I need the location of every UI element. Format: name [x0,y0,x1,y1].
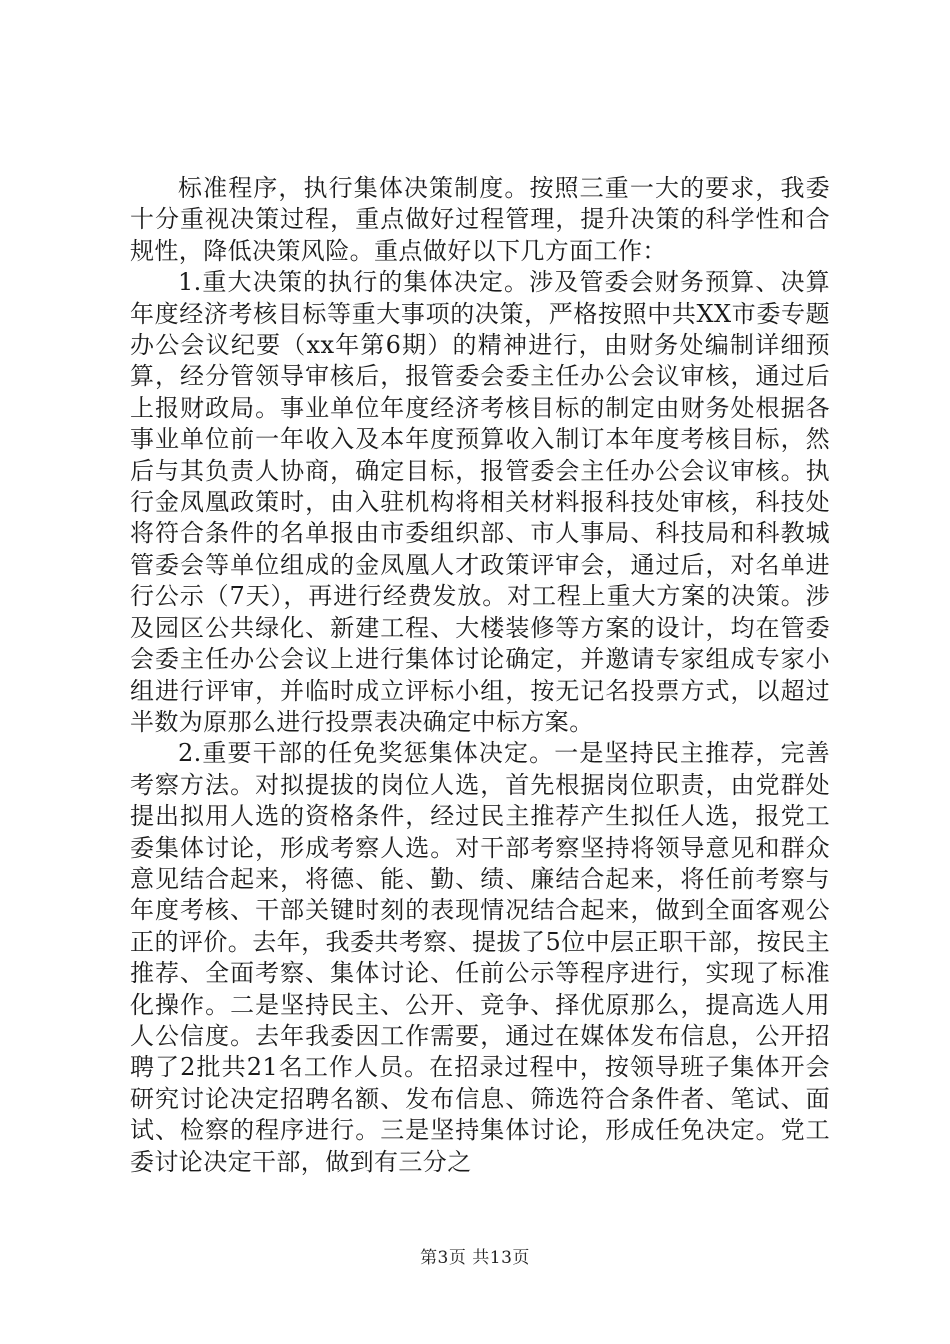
paragraph-intro: 标准程序，执行集体决策制度。按照三重一大的要求，我委十分重视决策过程，重点做好过程管理，提升决策的科学性和合规性，降低决策风险。重点做好以下几方面工作： [130,174,830,265]
page-number-footer: 第3页 共13页 [420,1248,530,1268]
document-body [130,173,830,1178]
paragraph-major-decisions: 1.重大决策的执行的集体决定。涉及管委会财务预算、决算年度经济考核目标等重大事项的决策，严格按照中共XX市委专题办公会议纪要（xx年第6期）的精神进行，由财务处编制详细预算，经分管领导审核后，报管委会委主任办公会议审核，通过后上报财政局。事业单位年度经济考核目标的制定由财务处根据各事业单位前一年收入及本年度预算收入制订本年度考核目标，然后与其负责人协商，确定目标，报管委会主任办公会议审核。执行金凤凰政策时，由入驻机构将相关材料报科技处审核，科技处将符合条件的名单报由市委组织部、市人事局、科技局和科教城管委会等单位组成的金凤凰人才政策评审会，通过后，对名单进行公示（7天），再进行经费发放。对工程上重大方案的决策。涉及园区公共绿化、新建工程、大楼装修等方案的设计，均在管委会委主任办公会议上进行集体讨论确定，并邀请专家组成专家小组进行评审，并临时成立评标小组，按无记名投票方式，以超过半数为原那么进行投票表决确定中标方案。 [130,268,830,736]
paragraph-cadre-appointments: 2.重要干部的任免奖惩集体决定。一是坚持民主推荐，完善考察方法。对拟提拔的岗位人选，首先根据岗位职责，由党群处提出拟用人选的资格条件，经过民主推荐产生拟任人选，报党工委集体讨论，形成考察人选。对干部考察坚持将领导意见和群众意见结合起来，将德、能、勤、绩、廉结合起来，将任前考察与年度考核、干部关键时刻的表现情况结合起来，做到全面客观公正的评价。去年，我委共考察、提拔了5位中层正职干部，按民主推荐、全面考察、集体讨论、任前公示等程序进行，实现了标准化操作。二是坚持民主、公开、竞争、择优原那么，提高选人用人公信度。去年我委因工作需要，通过在媒体发布信息，公开招聘了2批共21名工作人员。在招录过程中，按领导班子集体开会研究讨论决定招聘名额、发布信息、筛选符合条件者、笔试、面试、检察的程序进行。三是坚持集体讨论，形成任免决定。党工委讨论决定干部，做到有三分之 [130,739,830,1176]
